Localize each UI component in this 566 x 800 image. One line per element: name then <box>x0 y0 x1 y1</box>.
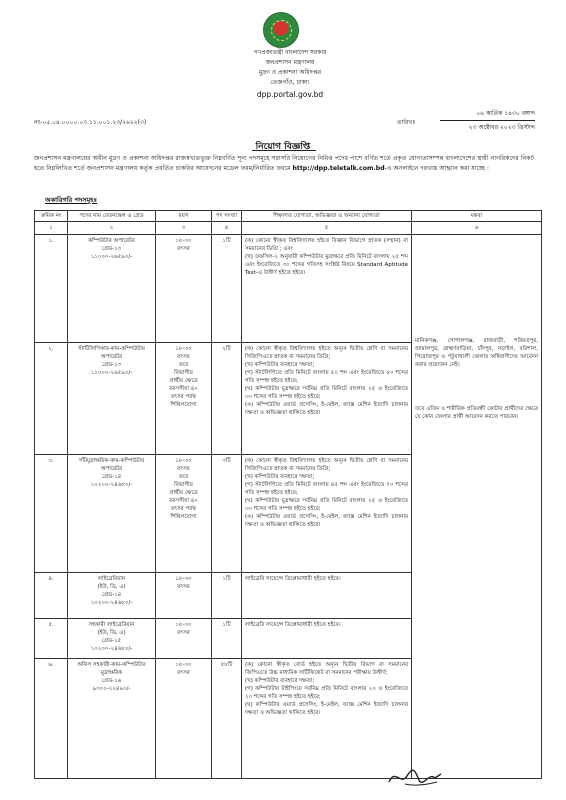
age-line: শিথিলযোগ্য <box>170 402 197 408</box>
government-emblem-icon <box>263 12 299 48</box>
qualification-item: (ক) কোনো স্বীকৃত বিশ্ববিদ্যালয় হইতে বিজ্ঞান বিভাগে স্নাতক (সম্মান) বা সমমানের ডিগ্রি ; এবং <box>245 238 408 252</box>
post-grade: গ্রেড-১৪ <box>101 474 122 480</box>
column-number: ১ <box>35 222 68 235</box>
memo-number: নং-০৫.০৪.০০০০.০৩.১১.০০১.২৩/২৬২২(৩) <box>34 119 147 126</box>
date-english: ২৩ অক্টোবর ২০২৩ খ্রিস্টাব্দ <box>468 124 535 131</box>
header-website: dpp.portal.gov.bd <box>256 90 324 99</box>
row-age <box>156 573 212 619</box>
column-number: ৩ <box>156 222 212 235</box>
row-count: ১টি <box>212 573 242 619</box>
age-line: বয়সসীমা ৪০ <box>169 386 198 392</box>
age-line: বিভাগীয় <box>174 370 193 376</box>
post-scale: ৯৩০০-২২৪৯০/- <box>92 686 131 692</box>
row-post <box>68 235 156 343</box>
intro-paragraph <box>34 154 534 173</box>
row-remarks <box>412 235 542 779</box>
row-qualifications <box>242 659 412 779</box>
row-qualifications <box>242 343 412 455</box>
row-post <box>68 343 156 455</box>
post-type: (ইউ, ডি, এ) <box>97 630 126 636</box>
signature-icon <box>385 764 445 790</box>
header-address: তেজগাঁও, ঢাকা। <box>270 79 310 86</box>
qualification-item: (ঙ) কম্পিউটার ওয়ার্ড প্রসেসিং, ই-মেইল, ফ্যাক্স মেশিন ইত্যাদি চালনার দক্ষতা ও অভিজ্ঞতা থাকিতে হইবে। <box>245 402 408 416</box>
row-serial: ৪. <box>35 573 68 619</box>
date-block <box>430 108 535 133</box>
row-post <box>68 619 156 659</box>
age-line: ১৮-৩০ <box>175 346 192 352</box>
posts-table <box>34 210 542 779</box>
header-remarks: মন্তব্য <box>412 211 542 222</box>
post-grade: গ্রেড-১৪ <box>101 592 122 598</box>
age-line: ১৮-৩০ <box>175 458 192 464</box>
row-qualifications <box>242 235 412 343</box>
title-underline <box>252 150 316 151</box>
age-line: বৎসর <box>177 246 190 252</box>
column-number: ২ <box>68 222 156 235</box>
age-line: ১৮-৩০ <box>175 238 192 244</box>
age-line: বৎসর <box>177 630 190 636</box>
post-type: (ইউ, ডি, এ) <box>97 584 126 590</box>
post-scale: ১০২০০-২৪৬৮০/- <box>90 482 133 488</box>
age-line: ১৮-৩০ <box>175 662 192 668</box>
row-age <box>156 619 212 659</box>
column-number: ৪ <box>212 222 242 235</box>
row-age <box>156 659 212 779</box>
post-name: সহকারী লাইব্রেরিয়ান <box>88 622 135 628</box>
row-serial: ১. <box>35 235 68 343</box>
post-scale: ১০২০০-২৪৬৮০/- <box>90 646 133 652</box>
row-serial: ৫. <box>35 619 68 659</box>
post-scale: ১০২০০-২৪৬৮০/- <box>90 600 133 606</box>
post-grade: গ্রেড-১৬ <box>101 678 122 684</box>
age-line: তবে <box>178 474 189 480</box>
header-serial: ক্রমিক নং <box>35 211 68 222</box>
post-scale: ১১০০০-২৬৫৯০/- <box>90 370 133 376</box>
post-name: লাইব্রেরিয়ান <box>97 576 126 582</box>
post-name: কম্পিউটার অপারেটর <box>88 238 135 244</box>
row-age <box>156 455 212 573</box>
header-post: পদের নাম বেতনস্কেল ও গ্রেড <box>68 211 156 222</box>
qualification-item: (গ) কম্পিউটার টাইপিংয়ে সর্বনিম্ন প্রতি মিনিটে বাংলায় ২০ ও ইংরেজিতে ২০ শব্দের গতি সম্পন্ন হইতে হইবে; <box>245 686 408 700</box>
age-line: বৎসর <box>177 670 190 676</box>
age-line: বৎসর <box>177 466 190 472</box>
qualification-item: (গ) স্টাটলিপিতে প্রতি মিনিটে বাংলায় ৪৫ শব্দ এবং ইংরেজিতে ৭০ শব্দের গতি সম্পন্ন হইতে হইবে; <box>245 482 408 496</box>
qualification-item: (ঘ) কম্পিউটার ওয়ার্ড প্রসেসিং, ই-মেইল, ফ্যাক্স মেশিন ইত্যাদি চালনার দক্ষতা ও অভিজ্ঞতা থাকিতে হইবে। <box>245 702 408 716</box>
post-scale: ১১০০০-২৬৫৯০/- <box>90 254 133 260</box>
qualification-item: লাইব্রেরি সায়েন্সে ডিপ্লোমাধারী হইতে হইবে। <box>245 622 341 628</box>
age-line: বৎসর পর্যন্ত <box>170 394 197 400</box>
table-row <box>35 235 542 343</box>
age-line: তবে <box>178 362 189 368</box>
post-name: স্টাটিলিপিকার-কাম-কম্পিউটার অপারেটর <box>78 346 145 360</box>
row-count: ৩টি <box>212 455 242 573</box>
remarks-districts: মানিকগঞ্জ, গোপালগঞ্জ, রাজবাড়ী, শরিয়তপুর, জামালপুর, ব্রাহ্মণবাড়িয়া, চাঁদপুর, নড়াইল, বরিশাল, পিরোজপুর ও পটুয়াখালী জেলার অধিবাসীদের আবেদন করার প্রয়োজন নেই। <box>415 338 538 368</box>
row-count: ১টি <box>212 235 242 343</box>
column-number-row <box>35 222 542 235</box>
date-bangla: ০৬ কার্তিক ১৪৩০ বঙ্গাব্দ <box>476 110 535 117</box>
age-line: বৎসর <box>177 584 190 590</box>
qualification-item: (ক) কোনো স্বীকৃত বিশ্ববিদ্যালয় হইতে অন্যূন দ্বিতীয় শ্রেণি বা সমমানের সিজিপিএতে স্নাতক বা সমমানের ডিগ্রি; <box>245 458 408 472</box>
row-post <box>68 573 156 619</box>
column-number: ৬ <box>412 222 542 235</box>
qualification-item: (ঙ) কম্পিউটার ওয়ার্ড প্রসেসিং, ই-মেইল, ফ্যাক্স মেশিন ইত্যাদি চালনার দক্ষতা ও অভিজ্ঞতা থাকিতে হইবে। <box>245 514 408 528</box>
age-line: ১৮-৩০ <box>175 622 192 628</box>
date-divider <box>440 120 535 121</box>
qualification-item: (ক) কোনো স্বীকৃত বিশ্ববিদ্যালয় হইতে অন্যূন দ্বিতীয় শ্রেণি বা সমমানের সিজিপিএতে স্নাতক বা সমমানের ডিগ্রি; <box>245 346 408 360</box>
age-line: বিভাগীয় <box>174 482 193 488</box>
header-government: গণপ্রজাতন্ত্রী বাংলাদেশ সরকার <box>253 49 327 56</box>
row-post <box>68 455 156 573</box>
row-age <box>156 343 212 455</box>
qualification-item: (ঘ) কম্পিউটার মুদ্রাক্ষরে সর্বনিম্ন প্রতি মিনিটে বাংলায় ২৫ ও ইংরেজিতে ৩০ শব্দের গতি সম্পন্ন হইতে হইবে; <box>245 386 408 400</box>
qualification-item: (ক) কোনো স্বীকৃত বোর্ড হইতে অন্যূন দ্বিতীয় বিভাগ বা সমমানের জিপিএতে উচ্চ মাধ্যমিক সার্টিফিকেট বা সমমানের পরীক্ষায় উত্তীর্ণ; <box>245 662 408 676</box>
age-line: বৎসর পর্যন্ত <box>170 506 197 512</box>
age-line: বৎসর <box>177 354 190 360</box>
age-line: প্রার্থীর ক্ষেত্রে <box>169 490 198 496</box>
post-grade: গ্রেড-১৫ <box>101 638 122 644</box>
qualification-item: (ঘ) কম্পিউটার মুদ্রাক্ষরে সর্বনিম্ন প্রতি মিনিটে বাংলায় ২৫ ও ইংরেজিতে ৩০ শব্দের গতি সম্পন্ন হইতে হইবে; <box>245 498 408 512</box>
row-serial: ৬. <box>35 659 68 779</box>
age-line: বয়সসীমা ৪০ <box>169 498 198 504</box>
post-grade: গ্রেড-১৩ <box>101 362 122 368</box>
row-serial: ৩. <box>35 455 68 573</box>
column-number: ৫ <box>242 222 412 235</box>
row-post <box>68 659 156 779</box>
age-line: প্রার্থীর ক্ষেত্রে <box>169 378 198 384</box>
qualification-item: লাইব্রেরি সায়েন্সে ডিপ্লোমাধারী হইতে হইবে। <box>245 576 341 582</box>
table-header-row <box>35 211 542 222</box>
section-heading: অকারিগরি পদসমূহঃ <box>45 196 98 204</box>
header-department: মুদ্রণ ও প্রকাশনা অধিদপ্তর <box>258 69 322 76</box>
header-count: পদ সংখ্যা <box>212 211 242 222</box>
row-qualifications <box>242 573 412 619</box>
qualification-item: (গ) স্টাটলিপিতে প্রতি মিনিটে বাংলায় ৫০ শব্দ এবং ইংরেজিতে ৮০ শব্দের গতি সম্পন্ন হইতে হইবে; <box>245 370 408 384</box>
row-qualifications <box>242 455 412 573</box>
row-count: ১টি <box>212 619 242 659</box>
page-title: নিয়োগ বিজ্ঞপ্তি <box>255 142 311 152</box>
intro-after: -এ অনলাইনে দরখাস্ত আহ্বান করা যাচ্ছে : <box>384 164 489 172</box>
row-serial: ২. <box>35 343 68 455</box>
row-qualifications <box>242 619 412 659</box>
post-name: সাঁটমুদ্রাক্ষরিক-কাম-কম্পিউটার অপারেটর <box>78 458 145 472</box>
qualification-item: (খ) কম্পিউটার ব্যবহারে দক্ষতা; <box>245 678 315 684</box>
post-name: অফিস সহকারী-কাম-কম্পিউটার মুদ্রাক্ষরিক <box>77 662 146 676</box>
qualification-item: (খ) তফসিল-২ অনুযায়ী কম্পিউটার মুদ্রাক্ষরে প্রতি মিনিটে বাংলায় ২৫ শব্দ এবং ইংরেজিতে ৩০ শব্দের গতিসহ সংশ্লিষ্ট বিষয়ে Standard Aptitude Test-এ উত্তীর্ণ হইতে হইবে। <box>245 254 408 276</box>
row-count: ২টি <box>212 343 242 455</box>
remarks-quota: তবে এতিম ও শারীরিক প্রতিবন্ধী কোটার প্রার্থীদের ক্ষেত্রে যে কোন জেলার প্রার্থী আবেদন করতে পারবেন। <box>415 406 538 420</box>
header-age: বয়স <box>156 211 212 222</box>
header-qualifications: শিক্ষাগত যোগ্যতা, অভিজ্ঞতা ও অন্যান্য যোগ্যতা <box>242 211 412 222</box>
post-grade: গ্রেড-১৩ <box>101 246 122 252</box>
row-count: ৫৮টি <box>212 659 242 779</box>
qualification-item: (খ) কম্পিউটার ব্যবহারে দক্ষতা; <box>245 362 315 368</box>
age-line: ১৮-৩০ <box>175 576 192 582</box>
header-ministry: জনপ্রশাসন মন্ত্রণালয় <box>265 59 315 66</box>
intro-text: জনপ্রশাসন মন্ত্রণালয়ের অধীন মুদ্রণ ও প্রকাশনা অধিদপ্তর রাজস্বখাতভুক্ত নিম্নবর্ণিত শূন্য পদসমূহে সরাসরি নিয়োগের নিমিত্ত পদের পাশে বর্ণিত শর্তে প্রকৃত যোগ্যতাসম্পন্ন বাংলাদেশের স্থায়ী নাগরিকদের নিকট হতে নিম্নলিখিত শর্তে জনপ্রশাসন মন্ত্রণালয় কর্তৃক প্রবর্তিত চাকরির আবেদনের মডেল ফরম/নির্ধারিত ফরমে <box>34 155 534 172</box>
age-line: শিথিলযোগ্য <box>170 514 197 520</box>
row-age <box>156 235 212 343</box>
date-label: তারিখঃ <box>397 119 416 126</box>
application-link[interactable]: http://dpp.teletalk.com.bd <box>292 164 385 172</box>
qualification-item: (খ) কম্পিউটার ব্যবহারে দক্ষতা; <box>245 474 315 480</box>
